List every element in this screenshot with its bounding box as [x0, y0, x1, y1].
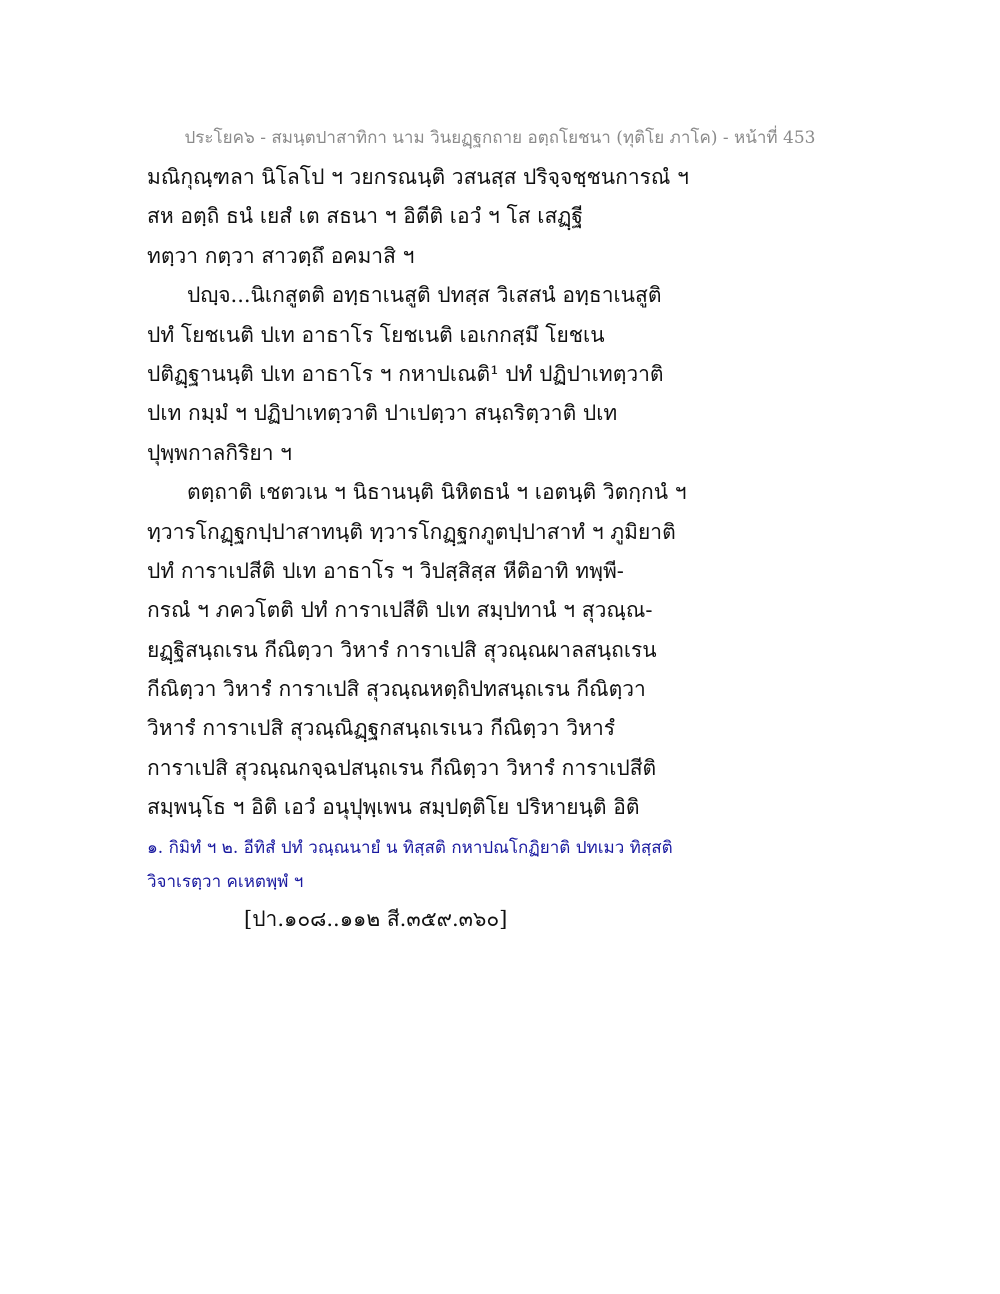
page-header: ประโยค๖ - สมนฺตปาสาทิกา นาม วินยฏฺฐกถาย อตฺถโยชนา (ทุติโย ภาโค) - หน้าที่ 453	[184, 128, 816, 148]
body-line: ทฺวารโกฏฺฐกปฺปาสาทนฺติ ทฺวารโกฏฺฐกภูตปฺปาสาทํ ฯ ภูมิยาติ	[147, 519, 676, 544]
body-line: สห อตฺถิ ธนํ เยสํ เต สธนา ฯ อิตีติ เอวํ ฯ โส เสฏฺฐี	[147, 204, 583, 229]
body-line: ปุพฺพกาลกิริยา ฯ	[147, 440, 292, 465]
body-line: มณิกุณฺฑลา นิโลโป ฯ วยกรณนฺติ วสนสฺส ปริจฺจชฺชนการณํ ฯ	[147, 165, 689, 189]
footnote-line: ๑. กิมิทํ ฯ ๒. อีทิสํ ปทํ วณฺณนายํ น ทิสฺสติ กหาปณโกฏิยาติ ปทเมว ทิสฺสติ	[147, 838, 673, 858]
body-line: ปติฏฺฐานนฺติ ปเท อาธาโร ฯ กหาปเณติ¹ ปทํ ปฏิปาเทตฺวาติ	[147, 361, 664, 386]
body-line: กรณํ ฯ ภควโตติ ปทํ การาเปสีติ ปเท สมฺปทานํ ฯ สุวณฺณ-	[147, 598, 653, 623]
body-line: ปญฺจ...นิเกสูตติ อทฺธาเนสูติ ปทสฺส วิเสสนํ อทฺธาเนสูติ	[187, 283, 662, 308]
page-reference: [ปา.๑๐๘..๑๑๒ สี.๓๕๙.๓๖๐]	[244, 907, 508, 931]
body-line: ปทํ การาเปสีติ ปเท อาธาโร ฯ วิปสฺสิสฺส หีติอาทิ ทพฺพี-	[147, 558, 624, 583]
body-line: สมฺพนฺโธ ฯ อิติ เอวํ อนุปุพฺเพน สมฺปตฺติโย ปริหายนฺติ อิติ	[147, 795, 640, 820]
footnote-line: วิจาเรตฺวา คเหตพฺพํ ฯ	[147, 872, 304, 892]
body-line: วิหารํ การาเปสิ สุวณฺณิฏฺฐกสนฺถเรเนว กีณิตฺวา วิหารํ	[147, 716, 616, 741]
body-line: การาเปสิ สุวณฺณกจฺฉปสนฺถเรน กีณิตฺวา วิหารํ การาเปสีติ	[147, 755, 657, 780]
body-line: ปเท กมฺมํ ฯ ปฏิปาเทตฺวาติ ปาเปตฺวา สนฺถริตฺวาติ ปเท	[147, 401, 618, 426]
body-line: ตตฺถาติ เชตวเน ฯ นิธานนฺติ นิหิตธนํ ฯ เอตนฺติ วิตกฺกนํ ฯ	[187, 480, 687, 505]
body-line: ทตฺวา กตฺวา สาวตฺถึ อคมาสิ ฯ	[147, 243, 415, 268]
body-line: กีณิตฺวา วิหารํ การาเปสิ สุวณฺณหตฺถิปทสนฺถเรน กีณิตฺวา	[147, 677, 646, 702]
body-line: ยฏฺฐิสนฺถเรน กีณิตฺวา วิหารํ การาเปสิ สุวณฺณผาลสนฺถเรน	[147, 637, 657, 662]
body-text	[147, 158, 907, 828]
body-line: ปทํ โยชเนติ ปเท อาธาโร โยชเนติ เอเกกสฺมึ โยชเน	[147, 322, 605, 347]
footnotes	[147, 833, 907, 901]
